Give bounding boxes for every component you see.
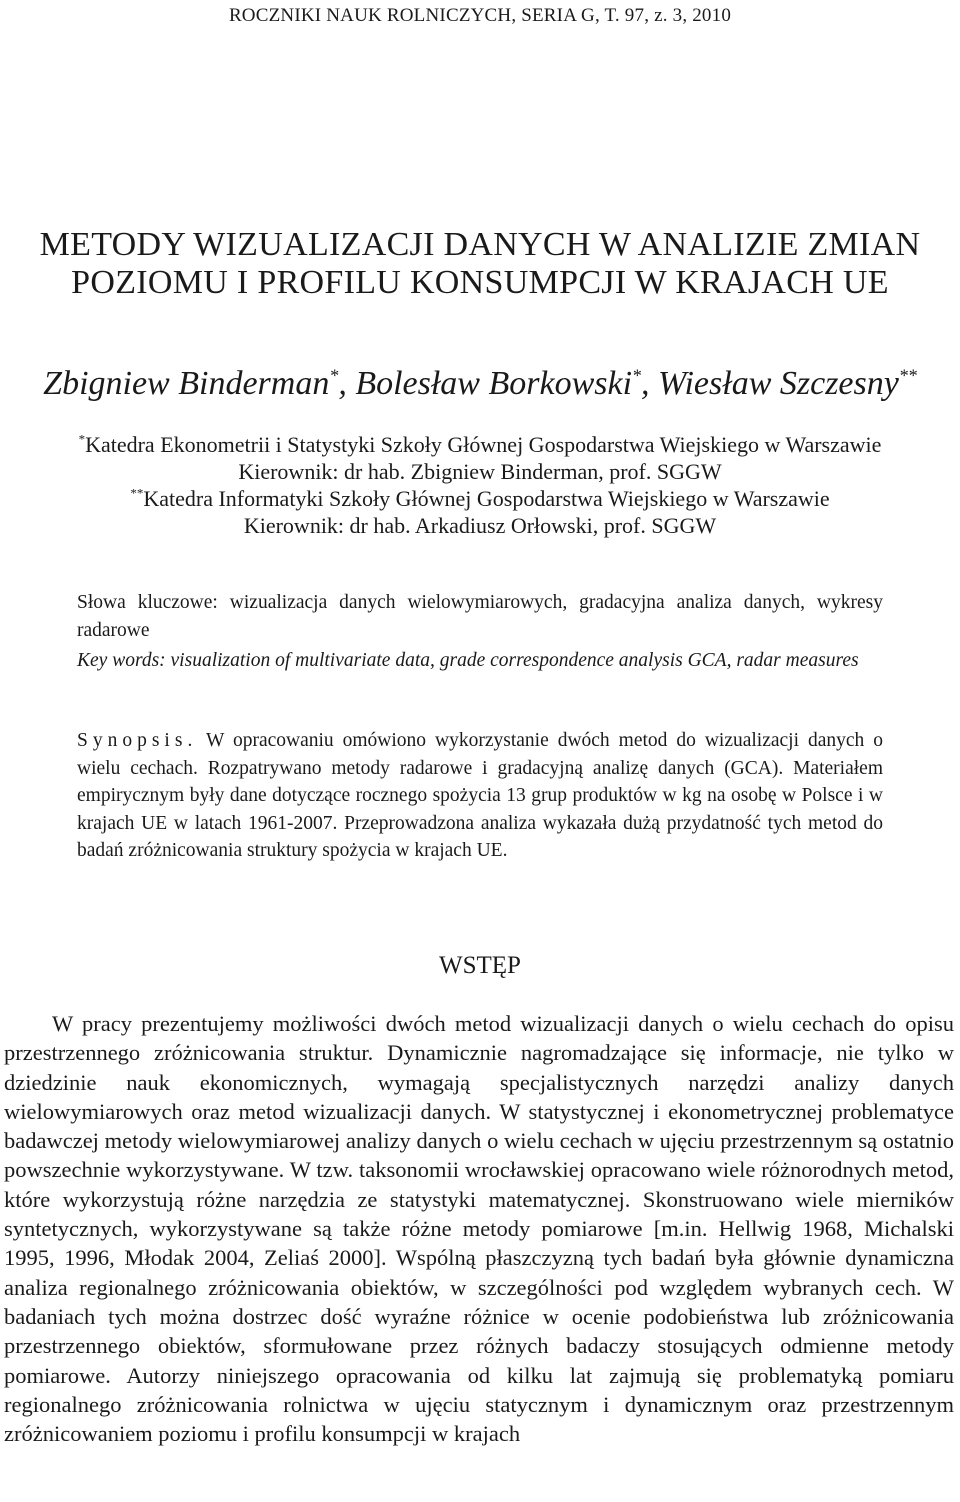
affiliation-mark: * [78, 431, 86, 447]
keywords-pl [77, 589, 883, 645]
section-heading: WSTĘP [439, 952, 521, 979]
keywords-pl-text: wizualizacja danych wielowymiarowych, gradacyjna analiza danych, wykresy radarowe [77, 592, 883, 641]
article-title [0, 226, 960, 302]
synopsis-text: W opracowaniu omówiono wykorzystanie dwóch metod do wizualizacji danych o wielu cechach. Rozpatrywano metody radarowe i gradacyjną analizę danych (GCA). Materiałem empirycznym były dane dotyczące rocznego spożycia 13 grup produktów w kg na osobę w Polsce i w krajach UE w latach 1961-2007. Przeprowadzona analiza wykazała dużą przydatność tych metod do badań zróżnicowania struktury spożycia w krajach UE. [77, 730, 883, 861]
affiliation-head: Kierownik: dr hab. Zbigniew Binderman, prof. SGGW [238, 459, 722, 484]
author-name: Bolesław Borkowski [355, 365, 633, 402]
author-name: Zbigniew Binderman [43, 365, 330, 402]
author-list: Zbigniew Binderman*, Bolesław Borkowski*, Wiesław Szczesny** [43, 365, 917, 402]
body-text [4, 1009, 954, 1448]
author-name: Wiesław Szczesny [658, 365, 899, 402]
affiliation-unit: *Katedra Ekonometrii i Statystyki Szkoły Głównej Gospodarstwa Wiejskiego w Warszawie [78, 431, 882, 457]
keywords-en-text: visualization of multivariate data, grade correspondence analysis GCA, radar measures [170, 650, 859, 671]
title-line-1: METODY WIZUALIZACJI DANYCH W ANALIZIE ZMIAN [39, 226, 921, 263]
running-header: ROCZNIKI NAUK ROLNICZYCH, SERIA G, T. 97, z. 3, 2010 [228, 5, 732, 26]
synopsis-block [77, 727, 883, 865]
keywords-en [77, 647, 883, 675]
keywords-pl-label: Słowa kluczowe: [77, 592, 218, 613]
body-paragraph: W pracy prezentujemy możliwości dwóch metod wizualizacji danych o wielu cechach do opisu przestrzennego zróżnicowania struktur. Dynamicznie nagromadzające się informacje, nie tylko w dziedzinie nauk ekonomicznych, wymagają specjalistycznych narzędzi analizy danych wielowymiarowych oraz metod wizualizacji danych. W statystycznej i ekonometrycznej problematyce badawczej metody wielowymiarowej analizy danych o wielu cechach w ujęciu przestrzennym są ostatnio powszechnie wykorzystywane. W tzw. taksonomii wrocławskiej opracowano wiele różnorodnych metod, które wykorzystują różne narzędzia ze statystyki matematycznej. Skonstruowano wiele mierników syntetycznych, wykorzystywane są także różne metody pomiarowe [m.in. Hellwig 1968, Michalski 1995, 1996, Młodak 2004, Zeliaś 2000]. Wspólną płaszczyzną tych badań była głównie dynamiczna analiza regionalnego zróżnicowania obiektów, w szczególności pod względem wybranych cech. W badaniach tych można dostrzec dość wyraźne różnice w ocenie podobieństwa lub zróżnicowania przestrzennego obiektów, sformułowane przez różnych badaczy stosujących odmienne metody pomiarowe. Autorzy niniejszego opracowania od kilku lat zajmują się problematyką pomiaru regionalnego zróżnicowania rolnictwa w ujęciu statycznym i dynamicznym oraz przestrzennym zróżnicowaniem poziomu i profilu konsumpcji w krajach [4, 1011, 954, 1447]
keywords-block [77, 589, 883, 675]
synopsis-label: Synopsis. [77, 730, 198, 751]
keywords-en-label: Key words: [77, 650, 166, 671]
affiliation-unit: **Katedra Informatyki Szkoły Głównej Gospodarstwa Wiejskiego w Warszawie [130, 485, 830, 511]
author-mark: * [329, 365, 339, 386]
title-line-2: POZIOMU I PROFILU KONSUMPCJI W KRAJACH UE [71, 264, 889, 301]
affiliation-head: Kierownik: dr hab. Arkadiusz Orłowski, prof. SGGW [243, 513, 717, 538]
affiliation-mark: ** [130, 485, 144, 501]
author-mark: * [632, 365, 642, 386]
affiliations [0, 431, 960, 539]
author-mark: ** [898, 365, 917, 386]
